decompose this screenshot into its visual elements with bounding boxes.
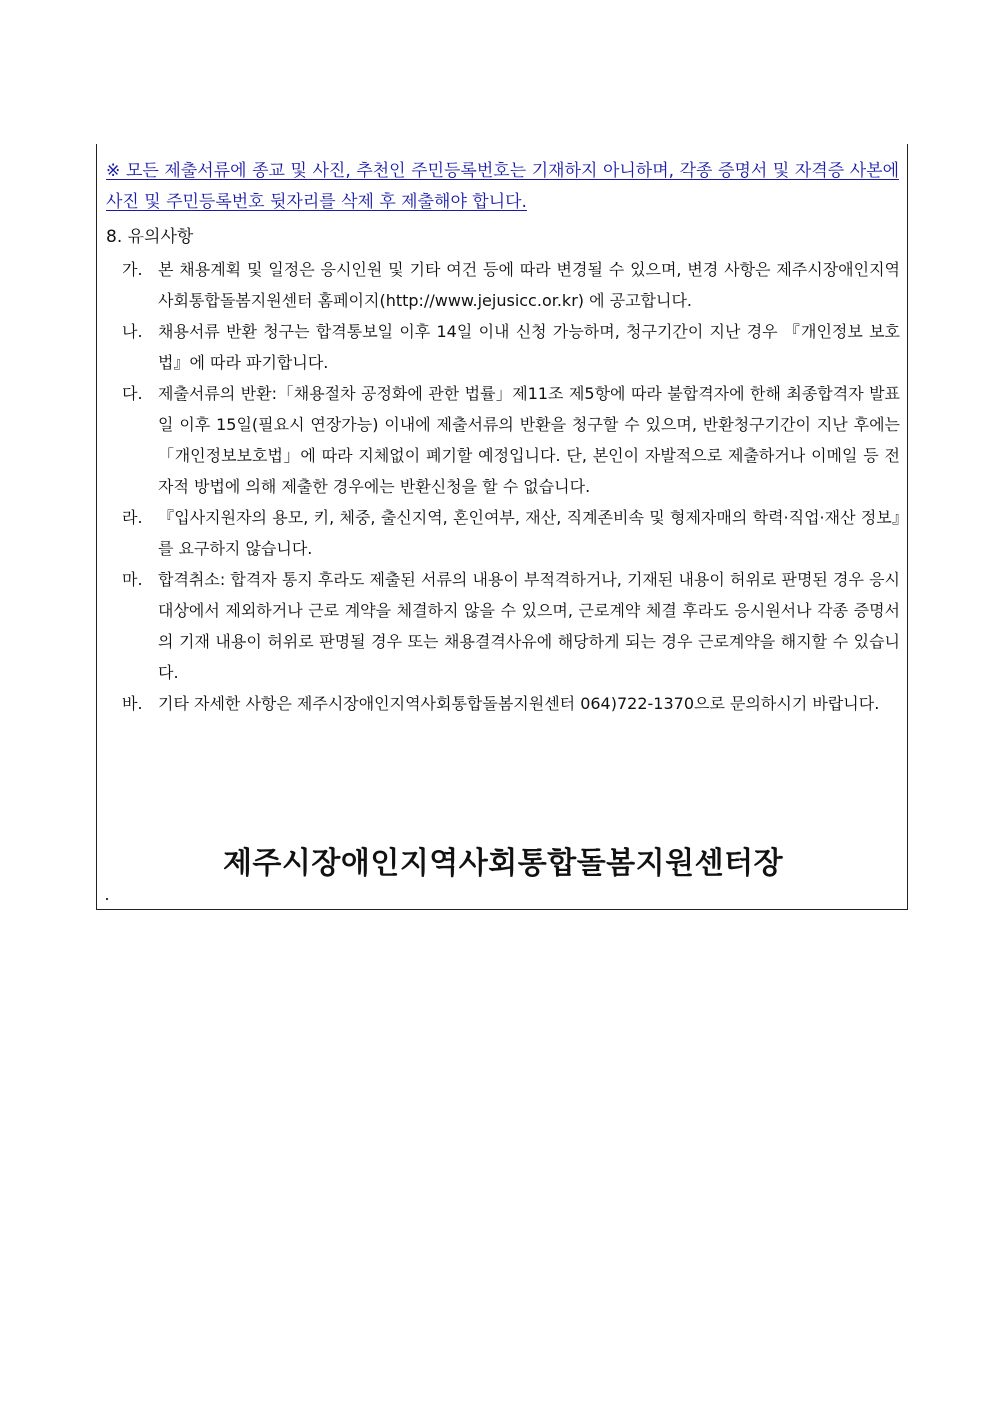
list-item-marker: 다. bbox=[122, 384, 143, 403]
list-item-text: 본 채용계획 및 일정은 응시인원 및 기타 여건 등에 따라 변경될 수 있으며, 변경 사항은 제주시장애인지역사회통합돌봄지원센터 홈페이지(http://www.jejusicc.or.kr) 에 공고합니다. bbox=[158, 260, 900, 310]
precautions-list bbox=[122, 254, 900, 719]
list-item-marker: 라. bbox=[122, 508, 143, 527]
corner-dot bbox=[106, 898, 108, 900]
list-item-marker: 마. bbox=[122, 570, 143, 589]
list-item-text: 제출서류의 반환:「채용절차 공정화에 관한 법률」제11조 제5항에 따라 불합격자에 한해 최종합격자 발표일 이후 15일(필요시 연장가능) 이내에 제출서류의 반환을 청구할 수 있으며, 반환청구기간이 지난 후에는 「개인정보보호법」에 따라 지체없이 폐기할 예정입니다. 단, 본인이 자발적으로 제출하거나 이메일 등 전자적 방법에 의해 제출한 경우에는 반환신청을 할 수 없습니다. bbox=[158, 384, 900, 496]
document-frame bbox=[96, 144, 908, 910]
list-item bbox=[122, 688, 900, 719]
list-item bbox=[122, 254, 900, 316]
issuer-title: 제주시장애인지역사회통합돌봄지원센터장 bbox=[222, 846, 784, 881]
list-item bbox=[122, 378, 900, 502]
document-notice: ※ 모든 제출서류에 종교 및 사진, 추천인 주민등록번호는 기재하지 아니하며, 각종 증명서 및 자격증 사본에 사진 및 주민등록번호 뒷자리를 삭제 후 제출해야 합니다. bbox=[106, 161, 899, 212]
list-item bbox=[122, 502, 900, 564]
list-item bbox=[122, 316, 900, 378]
list-item-text: 합격취소: 합격자 통지 후라도 제출된 서류의 내용이 부적격하거나, 기재된 내용이 허위로 판명된 경우 응시대상에서 제외하거나 근로 계약을 체결하지 않을 수 있으며, 근로계약 체결 후라도 응시원서나 각종 증명서의 기재 내용이 허위로 판명될 경우 또는 채용결격사유에 해당하게 되는 경우 근로계약을 해지할 수 있습니다. bbox=[158, 570, 900, 682]
list-item-marker: 가. bbox=[122, 260, 143, 279]
list-item-marker: 바. bbox=[122, 694, 143, 713]
list-item-text: 채용서류 반환 청구는 합격통보일 이후 14일 이내 신청 가능하며, 청구기간이 지난 경우 『개인정보 보호법』에 따라 파기합니다. bbox=[158, 322, 900, 372]
list-item bbox=[122, 564, 900, 688]
section-heading: 8. 유의사항 bbox=[106, 227, 194, 247]
list-item-text: 기타 자세한 사항은 제주시장애인지역사회통합돌봄지원센터 064)722-1370으로 문의하시기 바랍니다. bbox=[158, 694, 880, 713]
list-item-marker: 나. bbox=[122, 322, 143, 341]
list-item-text: 『입사지원자의 용모, 키, 체중, 출신지역, 혼인여부, 재산, 직계존비속 및 형제자매의 학력·직업·재산 정보』를 요구하지 않습니다. bbox=[158, 508, 900, 558]
